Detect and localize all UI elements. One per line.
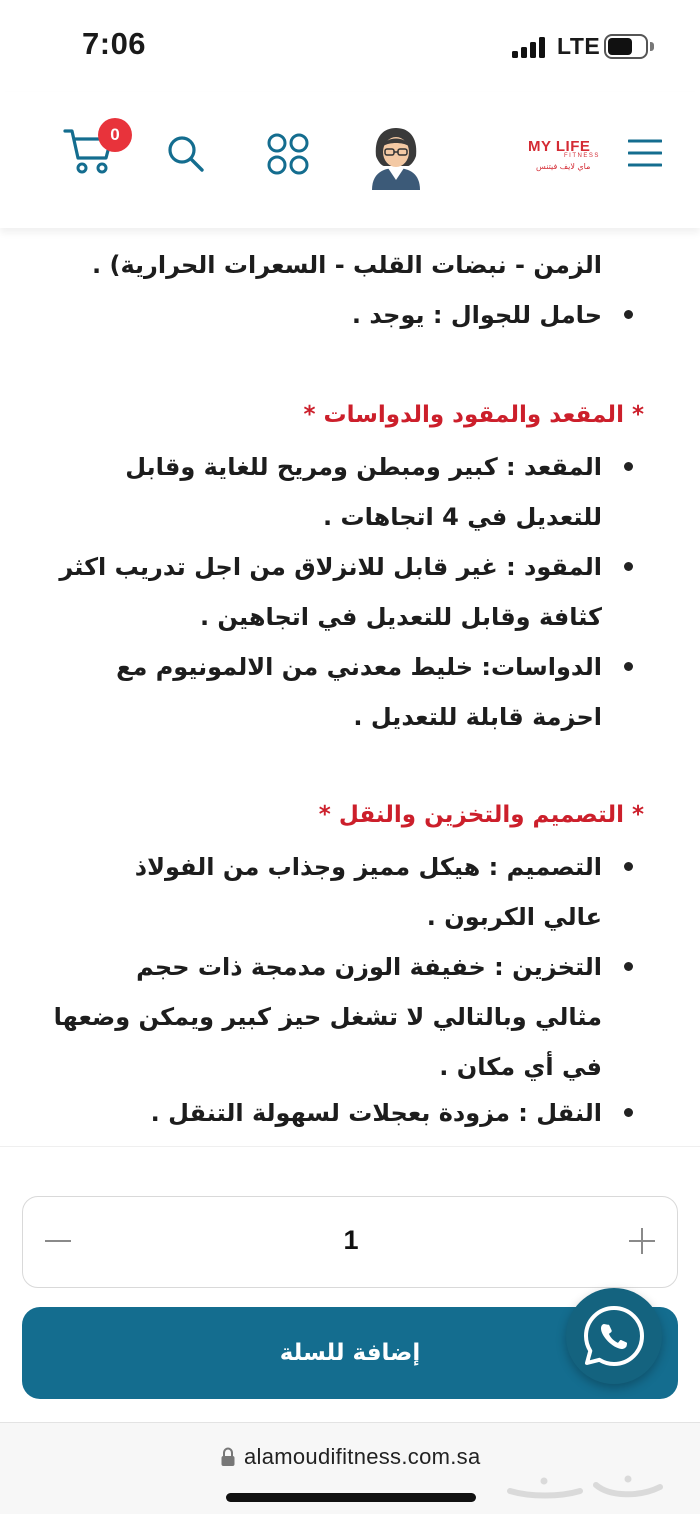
description-line: مثالي وبالتالي لا تشغل حيز كبير ويمكن وضعها	[53, 1003, 602, 1031]
bullet-icon	[624, 862, 633, 871]
quantity-input[interactable]: 1	[343, 1225, 359, 1255]
section-heading-design: * التصميم والتخزين والنقل *	[318, 802, 644, 828]
description-line: كثافة وقابل للتعديل في اتجاهين .	[199, 603, 602, 631]
url-text: alamoudifitness.com.sa	[244, 1444, 481, 1469]
description-line: احزمة قابلة للتعديل .	[353, 703, 602, 731]
search-icon	[166, 134, 206, 174]
bullet-icon	[624, 310, 633, 319]
section-heading-seat: * المقعد والمقود والدواسات *	[303, 402, 644, 428]
network-label: LTE	[557, 33, 601, 59]
cart-count-badge: 0	[98, 118, 132, 152]
description-line: التصميم : هيكل مميز وجذاب من الفولاذ	[134, 853, 602, 881]
logo-subtext: FITNESS	[564, 153, 600, 159]
account-avatar[interactable]	[366, 126, 426, 190]
description-line: عالي الكربون .	[426, 903, 602, 931]
status-bar	[0, 0, 700, 92]
description-line: المقعد : كبير ومبطن ومريح للغاية وقابل	[125, 453, 602, 481]
bullet-icon	[624, 662, 633, 671]
battery-icon	[604, 34, 648, 59]
battery-cap	[650, 42, 654, 51]
add-to-cart-button[interactable]: إضافة للسلة	[22, 1307, 678, 1399]
description-line: النقل : مزودة بعجلات لسهولة التنقل .	[150, 1099, 602, 1127]
description-line: الزمن - نبضات القلب - السعرات الحرارية) .	[92, 251, 602, 279]
description-line: المقود : غير قابل للانزلاق من اجل تدريب اكثر	[59, 553, 602, 581]
bullet-icon	[624, 562, 633, 571]
bullet-icon	[624, 462, 633, 471]
product-description	[0, 228, 700, 1146]
description-line: في أي مكان .	[439, 1053, 602, 1081]
description-line: التخزين : خفيفة الوزن مدمجة ذات حجم	[136, 953, 602, 981]
whatsapp-icon	[566, 1288, 662, 1384]
quantity-stepper	[22, 1196, 678, 1288]
home-indicator	[226, 1493, 476, 1502]
avatar	[366, 126, 426, 190]
menu-icon	[628, 138, 662, 168]
apps-grid-icon	[266, 132, 310, 176]
lock-icon	[221, 1447, 235, 1467]
bullet-icon	[624, 1108, 633, 1117]
battery-fill	[608, 38, 632, 55]
description-line: حامل للجوال : يوجد .	[351, 301, 602, 329]
menu-button[interactable]	[628, 138, 662, 168]
description-line: للتعديل في 4 اتجاهات .	[322, 503, 602, 531]
site-header	[0, 92, 700, 228]
search-button[interactable]	[166, 134, 206, 174]
logo-arabic: ماي لايف فيتنس	[536, 162, 591, 171]
description-line: الدواسات: خليط معدني من الالمونيوم مع	[116, 653, 602, 681]
quantity-decrease-button[interactable]	[41, 1223, 77, 1259]
signal-icon	[512, 36, 548, 58]
status-time: 7:06	[82, 26, 147, 61]
bullet-icon	[624, 962, 633, 971]
quantity-increase-button[interactable]	[625, 1223, 661, 1259]
whatsapp-button[interactable]	[566, 1288, 662, 1384]
site-logo[interactable]	[528, 138, 606, 178]
categories-button[interactable]	[266, 132, 310, 176]
logo-text: MY LIFE	[528, 138, 591, 155]
watermark-logo	[500, 1467, 670, 1507]
browser-url-bar[interactable]	[0, 1422, 700, 1514]
